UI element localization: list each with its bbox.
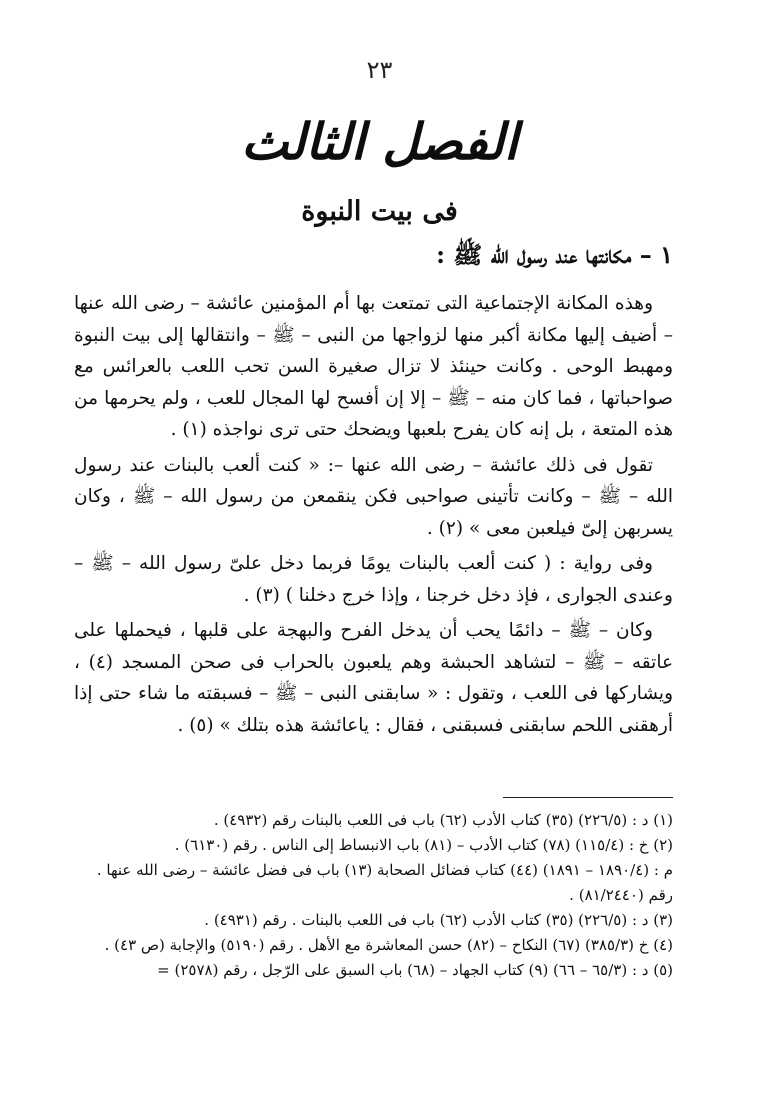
footnotes xyxy=(74,808,673,983)
body-text xyxy=(74,288,673,745)
footnote: (٥) د : (٦٥/٣ – ٦٦) (٩) كتاب الجهاد – (٦٨) باب السبق على الرّجل ، رقم (٢٥٧٨) = xyxy=(157,961,673,979)
footnote: (٢) خ : (١١٥/٤) (٧٨) كتاب الأدب – (٨١) باب الانبساط إلى الناس . رقم (٦١٣٠) . xyxy=(174,836,673,854)
footnote: (٤) خ (٣٨٥/٣) (٦٧) النكاح – (٨٢) حسن المعاشرة مع الأهل . رقم (٥١٩٠) والإجابة (ص ٤٣) . xyxy=(104,936,673,954)
footnote-divider xyxy=(503,797,673,798)
paragraph: تقول فى ذلك عائشة – رضى الله عنها –: « كنت ألعب بالبنات عند رسول الله – ﷺ – وكانت تأتينى صواحبى فكن ينقمعن من رسول الله – ﷺ ، وكان يسربهن إلىّ فيلعبن معى » (٢) . xyxy=(74,454,673,539)
page-number: ٢٣ xyxy=(366,56,393,84)
chapter-subtitle: فى بيت النبوة xyxy=(301,196,458,227)
paragraph: وفى رواية : ( كنت ألعب بالبنات يومًا فربما دخل علىّ رسول الله – ﷺ – وعندى الجوارى ، فإذ دخل خرجنا ، وإذا خرج دخلنا ) (٣) . xyxy=(74,553,673,606)
chapter-title: الفصل الثالث xyxy=(241,112,518,171)
footnote: م : (١٨٩٠/٤ – ١٨٩١) (٤٤) كتاب فضائل الصحابة (١٣) باب فى فضل عائشة – رضى الله عنها . رقم (٨١/٢٤٤٠) . xyxy=(96,861,673,904)
footnote: (١) د : (٢٢٦/٥) (٣٥) كتاب الأدب (٦٢) باب فى اللعب بالبنات رقم (٤٩٣٢) . xyxy=(213,811,673,829)
section-heading: ١ – مكانتها عند رسول الله ﷺ : xyxy=(436,240,673,269)
paragraph: وهذه المكانة الإجتماعية التى تمتعت بها أم المؤمنين عائشة – رضى الله عنها – أضيف إليها مكانة أكبر منها لزواجها من النبى – ﷺ – وانتقالها إلى بيت النبوة ومهبط الوحى . وكانت حينئذ لا تزال صغيرة السن تحب اللعب بالعرائس مع صواحباتها ، فما كان منه – ﷺ – إلا إن أفسح لها المجال للعب ، ولم يحرمها من هذه المتعة ، بل إنه كان يفرح بلعبها ويضحك حتى ترى نواجذه (١) . xyxy=(74,293,673,440)
paragraph: وكان – ﷺ – دائمًا يحب أن يدخل الفرح والبهجة على قلبها ، فيحملها على عاتقه – ﷺ – لتشاهد الحبشة وهم يلعبون بالحراب فى صحن المسجد (٤) ، ويشاركها فى اللعب ، وتقول : « سابقنى النبى – ﷺ – فسبقته ما شاء حتى إذا أرهقنى اللحم سابقنى فسبقنى ، فقال : ياعائشة هذه بتلك » (٥) . xyxy=(74,620,673,736)
footnote: (٣) د : (٢٢٦/٥) (٣٥) كتاب الأدب (٦٢) باب فى اللعب بالبنات . رقم (٤٩٣١) . xyxy=(204,911,673,929)
